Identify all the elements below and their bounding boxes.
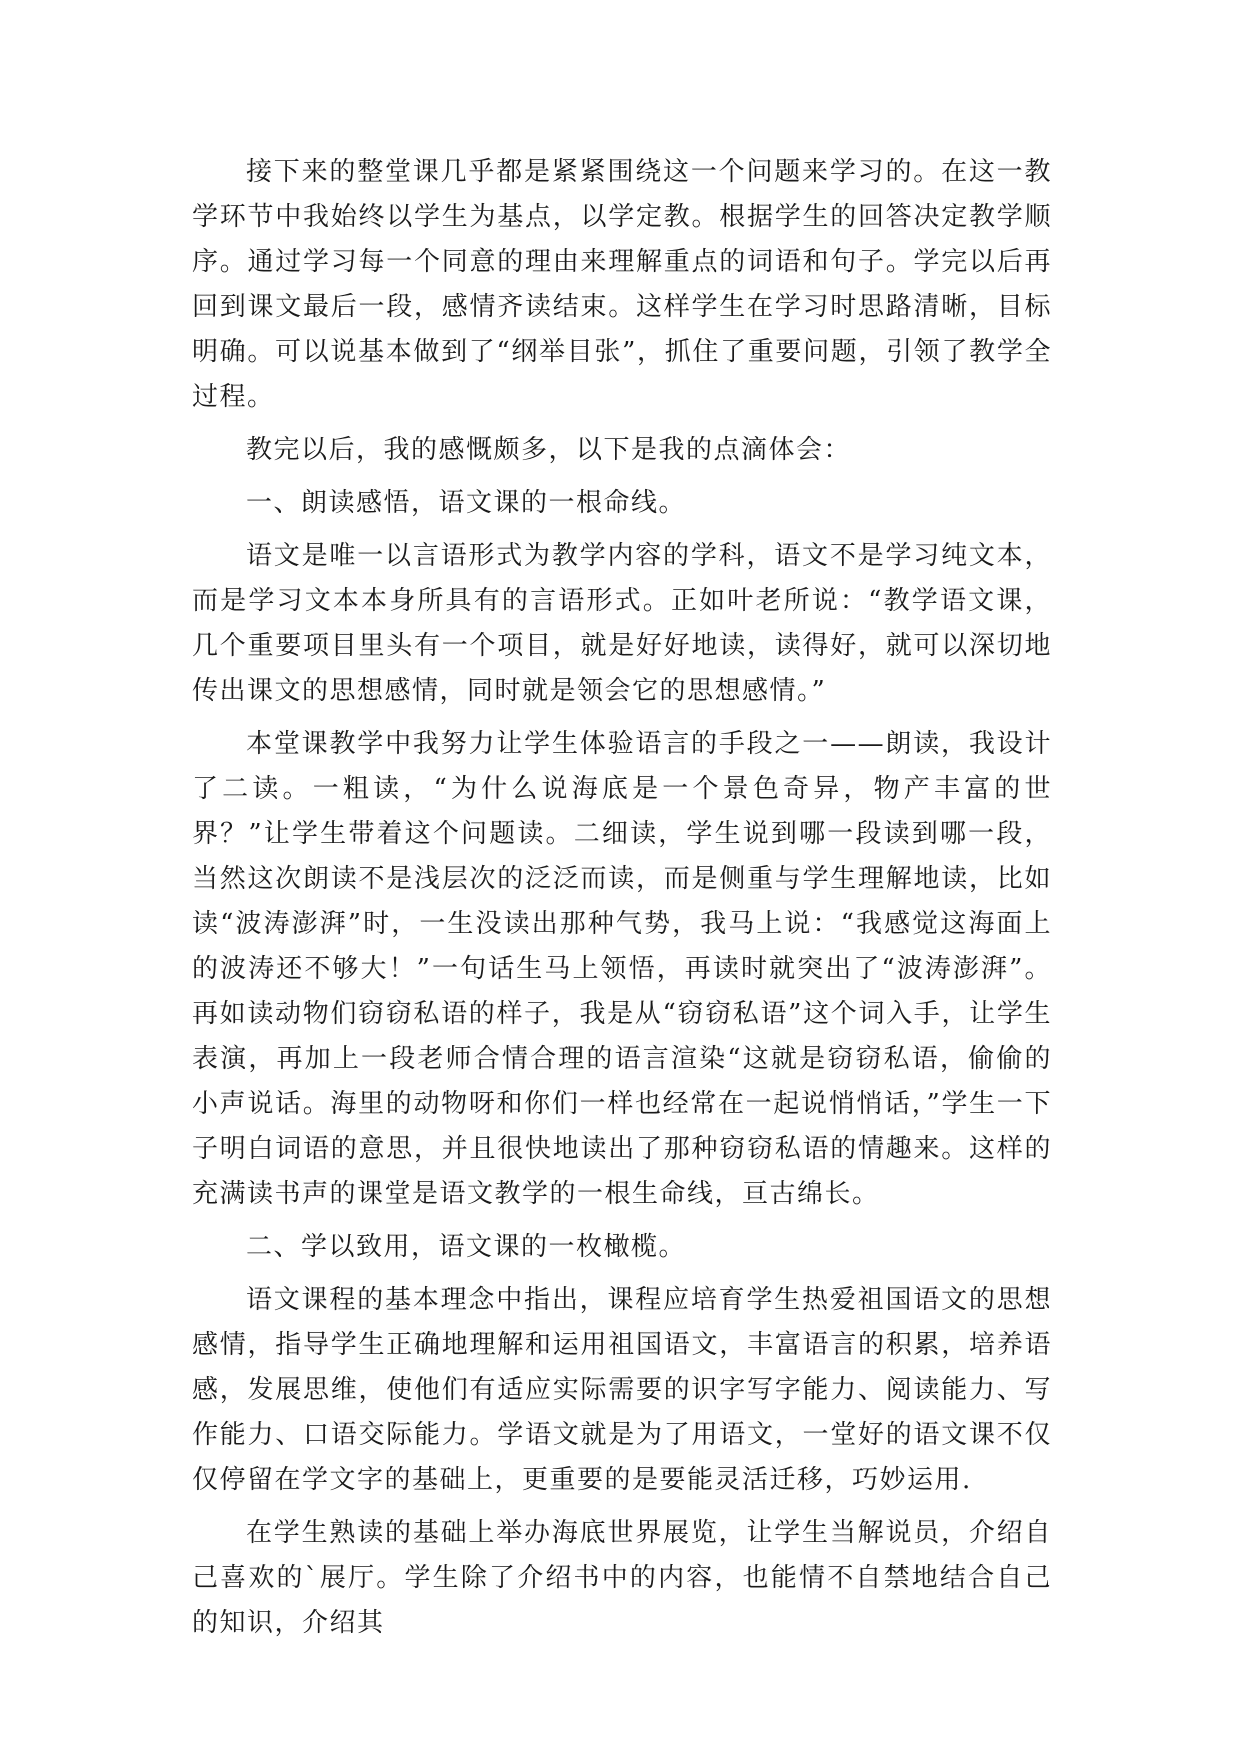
paragraph-language-subject: 语文是唯一以言语形式为教学内容的学科，语文不是学习纯文本，而是学习文本本身所具有的言语形式。正如叶老所说：“教学语文课，几个重要项目里头有一个项目，就是好好地读，读得好，就可以深切地传出课文的思想感情，同时就是领会它的思想感情。” — [192, 541, 1052, 706]
paragraph-reflection-intro: 教完以后，我的感慨颇多，以下是我的点滴体会： — [246, 435, 852, 465]
section-heading-reading: 一、朗读感悟，语文课的一根命线。 — [246, 488, 687, 518]
paragraph-summary: 接下来的整堂课几乎都是紧紧围绕这一个问题来学习的。在这一教学环节中我始终以学生为基点，以学定教。根据学生的回答决定教学顺序。通过学习每一个同意的理由来理解重点的词语和句子。学完以后再回到课文最后一段，感情齐读结束。这样学生在学习时思路清晰，目标明确。可以说基本做到了“纲举目张”，抓住了重要问题，引领了教学全过程。 — [192, 157, 1052, 412]
paragraph-exhibition: 在学生熟读的基础上举办海底世界展览，让学生当解说员，介绍自己喜欢的`展厅。学生除了介绍书中的内容，也能情不自禁地结合自己的知识，介绍其 — [192, 1518, 1052, 1638]
paragraph-curriculum-concept: 语文课程的基本理念中指出，课程应培育学生热爱祖国语文的思想感情，指导学生正确地理解和运用祖国语文，丰富语言的积累，培养语感，发展思维，使他们有适应实际需要的识字写字能力、阅读能力、写作能力、口语交际能力。学语文就是为了用语文，一堂好的语文课不仅仅停留在学文字的基础上，更重要的是要能灵活迁移，巧妙运用. — [192, 1285, 1052, 1495]
document-body — [192, 150, 1052, 1654]
section-heading-application: 二、学以致用，语文课的一枚橄榄。 — [246, 1232, 687, 1262]
paragraph-reading-practice: 本堂课教学中我努力让学生体验语言的手段之一——朗读，我设计了二读。一粗读，“为什么说海底是一个景色奇异，物产丰富的世界？”让学生带着这个问题读。二细读，学生说到哪一段读到哪一段，当然这次朗读不是浅层次的泛泛而读，而是侧重与学生理解地读，比如读“波涛澎湃”时，一生没读出那种气势，我马上说：“我感觉这海面上的波涛还不够大！”一句话生马上领悟，再读时就突出了“波涛澎湃”。再如读动物们窃窃私语的样子，我是从“窃窃私语”这个词入手，让学生表演，再加上一段老师合情合理的语言渲染“这就是窃窃私语，偷偷的小声说话。海里的动物呀和你们一样也经常在一起说悄悄话，”学生一下子明白词语的意思，并且很快地读出了那种窃窃私语的情趣来。这样的充满读书声的课堂是语文教学的一根生命线，亘古绵长。 — [192, 729, 1052, 1209]
